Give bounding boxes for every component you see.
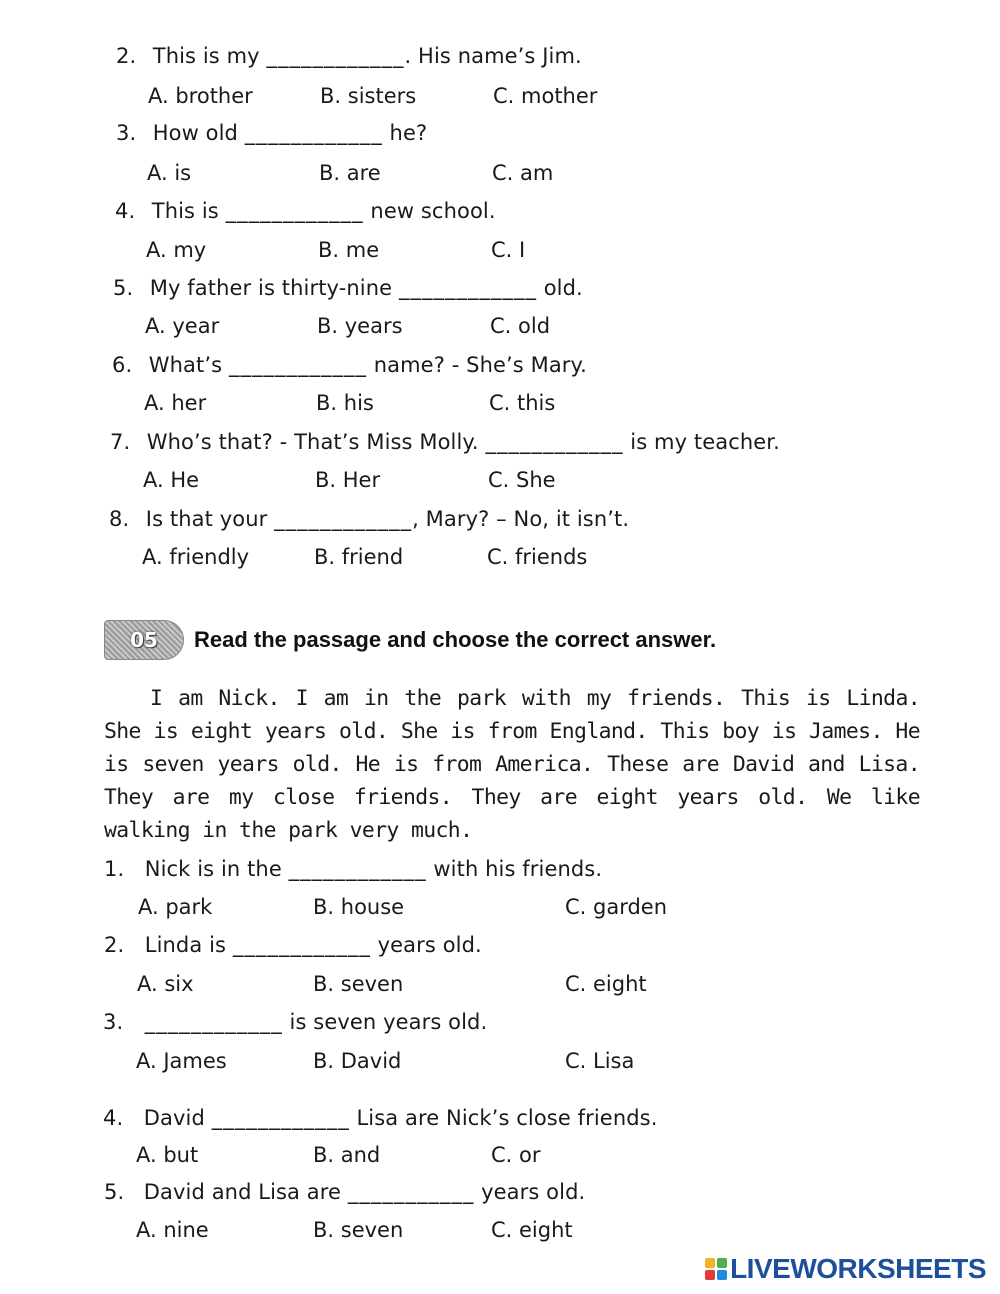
answer-blank[interactable]: ____________ <box>288 857 427 881</box>
liveworksheets-logo[interactable] <box>705 1252 986 1286</box>
answer-blank[interactable]: ___________ <box>347 1180 475 1204</box>
option-a[interactable]: A. my <box>146 238 207 262</box>
question-3: 3. How old ____________ he? <box>116 121 428 145</box>
option-b[interactable]: B. years <box>317 314 403 338</box>
option-b[interactable]: B. are <box>319 161 381 185</box>
option-a[interactable]: A. is <box>147 161 192 185</box>
question-4: 4. This is ____________ new school. <box>115 199 496 223</box>
option-a[interactable]: A. James <box>136 1049 227 1073</box>
answer-blank[interactable]: ____________ <box>232 933 371 957</box>
option-a[interactable]: A. six <box>137 972 194 996</box>
option-b[interactable]: B. sisters <box>320 84 417 108</box>
option-c[interactable]: C. She <box>488 468 556 492</box>
question-6: 6. What’s ____________ name? - She’s Mary. <box>112 353 587 377</box>
option-c[interactable]: C. friends <box>487 545 588 569</box>
option-c[interactable]: C. eight <box>491 1218 573 1242</box>
answer-blank[interactable]: ____________ <box>144 1010 283 1034</box>
reading-question-5: 5. David and Lisa are ___________ years old. <box>104 1180 586 1204</box>
option-c[interactable]: C. or <box>491 1143 541 1167</box>
answer-blank[interactable]: ____________ <box>211 1106 350 1130</box>
reading-question-4: 4. David ____________ Lisa are Nick’s close friends. <box>103 1106 658 1130</box>
section-header <box>104 620 716 660</box>
option-a[interactable]: A. brother <box>148 84 253 108</box>
option-a[interactable]: A. her <box>144 391 207 415</box>
option-c[interactable]: C. mother <box>493 84 598 108</box>
question-8: 8. Is that your ____________, Mary? – No, it isn’t. <box>109 507 630 531</box>
answer-blank[interactable]: ____________ <box>398 276 537 300</box>
option-a[interactable]: A. year <box>145 314 220 338</box>
option-b[interactable]: B. David <box>313 1049 402 1073</box>
option-a[interactable]: A. park <box>138 895 213 919</box>
option-a[interactable]: A. nine <box>136 1218 209 1242</box>
option-b[interactable]: B. seven <box>313 972 404 996</box>
question-5: 5. My father is thirty-nine ____________ old. <box>113 276 583 300</box>
option-c[interactable]: C. old <box>490 314 551 338</box>
reading-question-1: 1. Nick is in the ____________ with his friends. <box>104 857 603 881</box>
answer-blank[interactable]: ____________ <box>274 507 413 531</box>
answer-blank[interactable]: ____________ <box>266 44 405 68</box>
option-c[interactable]: C. eight <box>565 972 647 996</box>
option-b[interactable]: B. his <box>316 391 374 415</box>
section-title: Read the passage and choose the correct answer. <box>194 627 717 652</box>
answer-blank[interactable]: ____________ <box>244 121 383 145</box>
option-c[interactable]: C. Lisa <box>565 1049 635 1073</box>
question-7: 7. Who’s that? - That’s Miss Molly. ____________ is my teacher. <box>110 430 780 454</box>
option-b[interactable]: B. seven <box>313 1218 404 1242</box>
reading-question-2: 2. Linda is ____________ years old. <box>104 933 482 957</box>
option-c[interactable]: C. I <box>491 238 526 262</box>
section-number-badge: 05 <box>104 620 184 660</box>
answer-blank[interactable]: ____________ <box>485 430 624 454</box>
brand-grid-icon <box>705 1258 727 1280</box>
option-c[interactable]: C. am <box>492 161 554 185</box>
answer-blank[interactable]: ____________ <box>228 353 367 377</box>
reading-question-3: 3. ____________ is seven years old. <box>103 1010 488 1034</box>
option-b[interactable]: B. friend <box>314 545 404 569</box>
option-a[interactable]: A. He <box>143 468 200 492</box>
question-2: 2. This is my ____________. His name’s Jim. <box>116 44 582 68</box>
reading-passage: I am Nick. I am in the park with my friends. This is Linda. She is eight years old. She is from England. This boy is James. He is seven years old. He is from America. These are David and Lisa. They are my close friends. They are eight years old. We like walking in the park very much. <box>104 686 920 843</box>
option-b[interactable]: B. house <box>313 895 405 919</box>
option-b[interactable]: B. and <box>313 1143 381 1167</box>
option-b[interactable]: B. me <box>318 238 380 262</box>
option-c[interactable]: C. this <box>489 391 556 415</box>
brand-name: LIVEWORKSHEETS <box>730 1253 986 1284</box>
answer-blank[interactable]: ____________ <box>225 199 364 223</box>
option-a[interactable]: A. but <box>136 1143 199 1167</box>
option-c[interactable]: C. garden <box>565 895 668 919</box>
option-b[interactable]: B. Her <box>315 468 381 492</box>
option-a[interactable]: A. friendly <box>142 545 250 569</box>
